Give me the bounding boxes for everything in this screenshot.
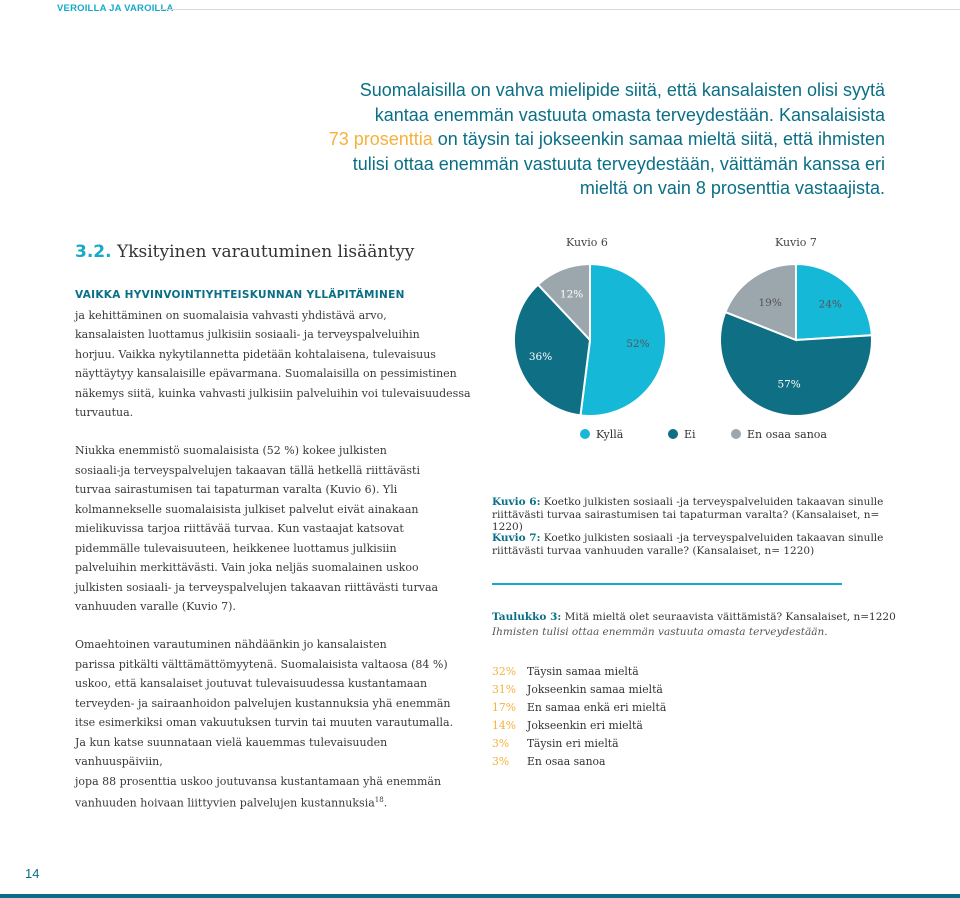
- paragraph-lead: VAIKKA HYVINVOINTIYHTEISKUNNAN YLLÄPITÄMINEN: [75, 289, 405, 301]
- text-line: Omaehtoinen varautuminen nähdäänkin jo kansalaisten: [75, 638, 387, 651]
- pie-label: 57%: [777, 378, 801, 391]
- legend-label: Kyllä: [596, 428, 624, 441]
- legend-swatch: [668, 429, 678, 439]
- legend-item-kylla: [580, 428, 623, 441]
- text-line: kolmannekselle suomalaisista julkiset palvelut eivät ainakaan: [75, 502, 419, 516]
- footer-bar: [0, 894, 960, 898]
- intro-line: [245, 127, 885, 152]
- text-line: palveluihin merkittävästi. Vain joka neljäs suomalainen uskoo: [75, 561, 419, 574]
- intro-line: mieltä on vain 8 prosenttia vastaajista.: [579, 178, 885, 199]
- legend-swatch: [580, 429, 590, 439]
- pie-label: 24%: [818, 298, 842, 311]
- text-line: sosiaali-ja terveyspalvelujen takaavan tällä hetkellä riittävästi: [75, 463, 420, 477]
- caption-line: [492, 496, 912, 509]
- pie-label: 19%: [758, 296, 782, 309]
- legend-item-en-osaa-sanoa: [731, 428, 827, 441]
- text-line: kansalaisten luottamus julkisiin sosiaali- ja terveyspalveluihin: [75, 328, 420, 341]
- table-heading: [492, 610, 912, 625]
- row-percent: 32%: [492, 665, 516, 678]
- chart-title-kuvio-7: Kuvio 7: [775, 236, 817, 249]
- section-heading: Yksityinen varautuminen lisääntyy: [116, 242, 415, 262]
- pie-label: 36%: [528, 351, 553, 364]
- row-label: En osaa sanoa: [527, 755, 606, 768]
- row-label: Jokseenkin eri mieltä: [527, 719, 643, 732]
- table-row: [492, 753, 666, 771]
- text-line: uskoo, että kansalaiset joutuvat tulevaisuudessa kustantamaan: [75, 677, 428, 690]
- table-row: [492, 663, 666, 681]
- row-label: Täysin samaa mieltä: [527, 665, 639, 678]
- text-line: parissa pitkälti välttämättömyytenä. Suomalaisista valtaosa (84 %): [75, 657, 448, 671]
- text-line: itse esimerkiksi oman vakuutuksen turvin tai muuten varautumalla.: [75, 716, 454, 729]
- intro-highlight: 73 prosenttia: [328, 129, 433, 150]
- header-rule: [160, 9, 960, 10]
- text-line: [75, 791, 475, 813]
- pie-label: 52%: [626, 338, 650, 351]
- text-line: näyttäytyy kansalaisille epävarmana. Suomalaisilla on pessimistinen: [75, 367, 457, 380]
- body-paragraph-2: [75, 441, 475, 617]
- pie-chart-kuvio-7: [716, 260, 876, 420]
- text-line: Niukka enemmistö suomalaisista (52 %) kokee julkisten: [75, 444, 387, 457]
- chart-title-kuvio-6: Kuvio 6: [566, 236, 608, 249]
- legend-item-ei: [668, 428, 696, 441]
- intro-line: tulisi ottaa enemmän vastuuta terveydestään, väittämän kanssa eri: [352, 153, 885, 174]
- section-divider: [492, 583, 842, 585]
- caption-kuvio-7: [492, 532, 912, 557]
- table-title: [492, 610, 912, 640]
- row-percent: 14%: [492, 719, 516, 732]
- table-label: Taulukko 3:: [492, 611, 562, 623]
- row-percent: 3%: [492, 755, 510, 768]
- caption-text: Koetko julkisten sosiaali -ja terveyspalveluiden takaavan sinulle: [540, 496, 884, 508]
- caption-text: Koetko julkisten sosiaali -ja terveyspalveluiden takaavan sinulle: [540, 532, 884, 544]
- caption-label: Kuvio 7:: [492, 532, 541, 544]
- pie-chart-kuvio-6: [510, 260, 670, 420]
- legend-label: Ei: [684, 428, 696, 441]
- pie-label: 12%: [559, 288, 584, 301]
- text-line: turvaa sairastumisen tai tapaturman varalta (Kuvio 6). Yli: [75, 483, 398, 496]
- legend-swatch: [731, 429, 741, 439]
- row-label: En samaa enkä eri mieltä: [527, 701, 667, 714]
- table-row: [492, 681, 666, 699]
- body-paragraph-1: [75, 286, 475, 423]
- text-line: näkemys siitä, kuinka vahvasti julkisiin palveluihin voi tulevaisuudessa: [75, 386, 471, 400]
- caption-line: riittävästi turvaa vanhuuden varalle? (Kansalaiset, n= 1220): [492, 544, 815, 557]
- page-number: 14: [25, 866, 40, 881]
- footnote-ref: 18: [374, 796, 384, 804]
- body-paragraph-3: [75, 635, 475, 813]
- text-line: terveyden- ja sairaanhoidon palvelujen kustannuksia yhä enemmän: [75, 696, 451, 710]
- table-question: Mitä mieltä olet seuraavista väittämistä? Kansalaiset, n=1220: [561, 611, 896, 623]
- text-line: pidemmälle tulevaisuuteen, heikkenee luottamus julkisiin: [75, 541, 397, 555]
- p1-lines: [75, 306, 475, 423]
- table-subtitle: Ihmisten tulisi ottaa enemmän vastuuta omasta terveydestään.: [492, 626, 828, 638]
- section-title: [75, 242, 475, 262]
- text-fragment: vanhuuden hoivaan liittyvien palvelujen kustannuksia: [75, 796, 375, 810]
- survey-table: [492, 663, 666, 771]
- row-percent: 31%: [492, 683, 516, 696]
- text-line: turvautua.: [75, 406, 134, 419]
- intro-line: Suomalaisilla on vahva mielipide siitä, että kansalaisten olisi syytä: [359, 80, 885, 100]
- text-line: jopa 88 prosenttia uskoo joutuvansa kustantamaan yhä enemmän: [75, 774, 442, 788]
- caption-line: [492, 532, 912, 545]
- section-number: 3.2.: [75, 242, 112, 262]
- row-label: Jokseenkin samaa mieltä: [527, 683, 663, 696]
- caption-label: Kuvio 6:: [492, 496, 541, 508]
- text-line: ja kehittäminen on suomalaisia vahvasti yhdistävä arvo,: [75, 308, 387, 322]
- table-row: [492, 717, 666, 735]
- intro-line-rest: on täysin tai jokseenkin samaa mieltä siitä, että ihmisten: [432, 129, 885, 150]
- intro-pullquote: [245, 78, 885, 201]
- table-row: [492, 735, 666, 753]
- intro-line: kantaa enemmän vastuuta omasta terveydestään. Kansalaisista: [374, 104, 885, 125]
- row-percent: 3%: [492, 737, 510, 750]
- table-row: [492, 699, 666, 717]
- text-line: julkisten sosiaali- ja terveyspalvelujen takaavan riittävästi turvaa: [75, 580, 439, 594]
- pie-slice-kyllä: [580, 264, 666, 416]
- row-percent: 17%: [492, 701, 516, 714]
- legend-label: En osaa sanoa: [747, 428, 827, 441]
- row-label: Täysin eri mieltä: [527, 737, 619, 750]
- text-fragment: .: [383, 796, 388, 810]
- caption-line: riittävästi turvaa sairastumisen tai tapaturman varalta? (Kansalaiset, n= 1220): [492, 508, 880, 533]
- running-header: VEROILLA JA VAROILLA: [57, 3, 174, 14]
- text-line: Ja kun katse suunnataan vielä kauemmas tulevaisuuden vanhuuspäiviin,: [75, 735, 388, 768]
- text-line: horjuu. Vaikka nykytilannetta pidetään kohtalaisena, tulevaisuus: [75, 347, 436, 361]
- caption-kuvio-6: [492, 496, 912, 534]
- text-line: mielikuvissa tarjoa riittävää turvaa. Kun vastaajat katsovat: [75, 522, 404, 535]
- text-line: vanhuuden varalle (Kuvio 7).: [75, 600, 236, 613]
